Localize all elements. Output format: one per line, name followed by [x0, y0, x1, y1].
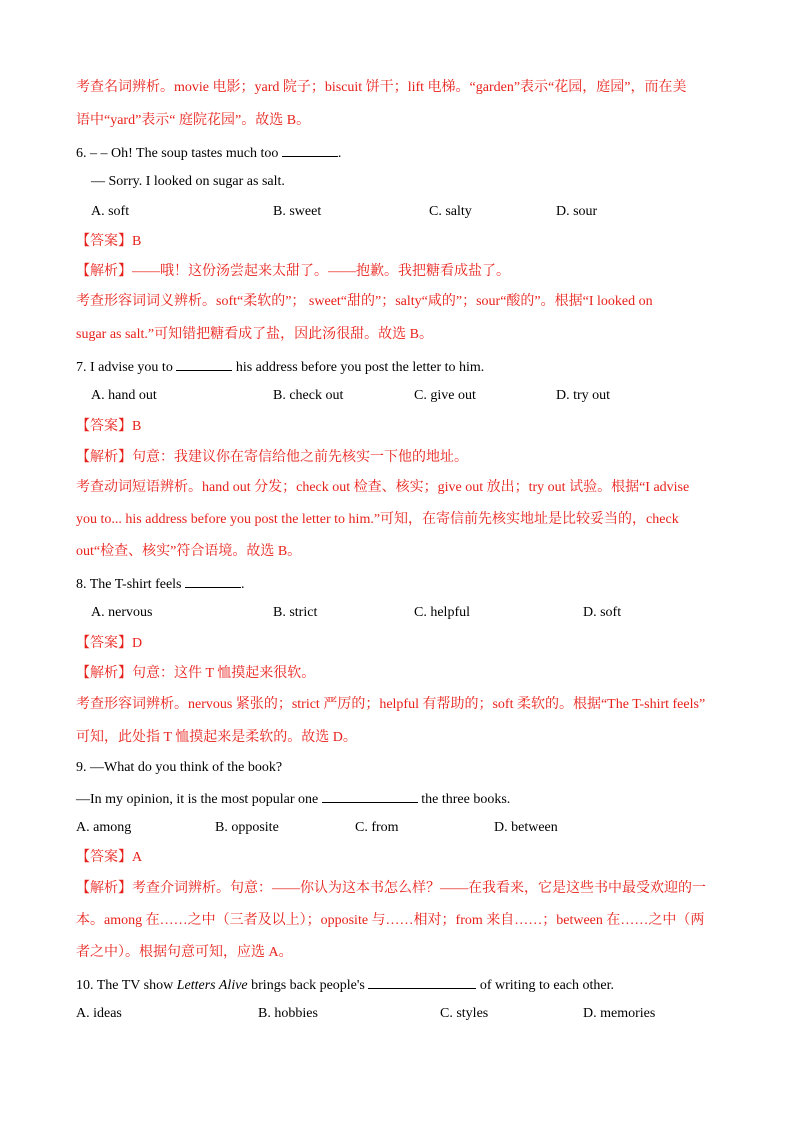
q10-option-b: B. hobbies: [258, 1006, 318, 1021]
q8-option-c: C. helpful: [414, 605, 470, 620]
q6-option-d: D. sour: [556, 204, 598, 219]
q6-option-a: A. soft: [91, 204, 130, 219]
q8-option-b: B. strict: [273, 605, 318, 620]
q10-stem-end: of writing to each other.: [476, 978, 614, 993]
q7-analysis-line3: you to... his address before you post the letter to him.”可知，在寄信前先核实地址是比较妥当的，check: [76, 512, 679, 527]
q7-stem: [76, 356, 484, 378]
q7-answer: 【答案】B: [76, 419, 142, 434]
q7-option-d: D. try out: [556, 388, 611, 403]
q9-reply-text: —In my opinion, it is the most popular one: [76, 792, 322, 807]
q8-blank: [185, 573, 241, 588]
q8-stem-text: 8. The T-shirt feels: [76, 577, 186, 592]
q6-blank: [282, 142, 338, 157]
q10-show-title: Letters Alive: [176, 978, 248, 993]
q6-option-c: C. salty: [429, 204, 472, 219]
q7-option-a: A. hand out: [91, 388, 157, 403]
q9-option-c: C. from: [355, 820, 399, 835]
q6-answer: 【答案】B: [76, 234, 142, 249]
q7-option-c: C. give out: [414, 388, 476, 403]
q6-stem-text: 6. – – Oh! The soup tastes much too: [76, 146, 282, 161]
q6-stem-end: .: [337, 146, 342, 161]
q6-analysis-line3: sugar as salt.”可知错把糖看成了盐，因此汤很甜。故选 B。: [76, 327, 433, 342]
q10-blank: [368, 974, 476, 989]
q7-blank: [176, 356, 232, 371]
q9-option-a: A. among: [76, 820, 132, 835]
q9-answer: 【答案】A: [76, 850, 143, 865]
q9-option-b: B. opposite: [215, 820, 279, 835]
q5-analysis-line1: 考查名词辨析。movie 电影；yard 院子；biscuit 饼干；lift 电梯。“garden”表示“花园，庭园”，而在美: [76, 80, 687, 95]
q8-analysis-line1: 【解析】句意：这件 T 恤摸起来很软。: [76, 666, 316, 681]
q7-stem-end: his address before you post the letter to him.: [232, 360, 485, 375]
q8-answer: 【答案】D: [76, 636, 143, 651]
q10-option-d: D. memories: [583, 1006, 656, 1021]
q6-stem: [76, 142, 341, 164]
q8-stem: [76, 573, 245, 595]
q9-analysis-line3: 者之中）。根据句意可知，应选 A。: [76, 945, 293, 960]
q9-analysis-line2: 本。among 在……之中（三者及以上）；opposite 与……相对；from 来自……；between 在……之中（两: [76, 913, 705, 928]
q9-stem: 9. —What do you think of the book?: [76, 760, 283, 775]
q8-option-a: A. nervous: [91, 605, 153, 620]
q7-stem-text: 7. I advise you to: [76, 360, 177, 375]
q7-analysis-line4: out“检查、核实”符合语境。故选 B。: [76, 544, 302, 559]
q10-option-a: A. ideas: [76, 1006, 122, 1021]
q9-option-d: D. between: [494, 820, 558, 835]
q10-stem: [76, 974, 614, 996]
q7-analysis-line2: 考查动词短语辨析。hand out 分发；check out 检查、核实；give out 放出；try out 试验。根据“I advise: [76, 480, 690, 495]
q8-analysis-line3: 可知，此处指 T 恤摸起来是柔软的。故选 D。: [76, 730, 357, 745]
q9-reply: [76, 788, 510, 810]
q7-analysis-line1: 【解析】句意：我建议你在寄信给他之前先核实一下他的地址。: [76, 450, 468, 465]
q6-analysis-line1: 【解析】——哦！这份汤尝起来太甜了。——抱歉。我把糖看成盐了。: [76, 264, 510, 279]
q10-option-c: C. styles: [440, 1006, 489, 1021]
q10-stem-text: 10. The TV show: [76, 978, 177, 993]
q6-analysis-line2: 考查形容词词义辨析。soft“柔软的”； sweet“甜的”；salty“咸的”；sour“酸的”。根据“I looked on: [76, 294, 653, 309]
q7-option-b: B. check out: [273, 388, 344, 403]
q6-option-b: B. sweet: [273, 204, 322, 219]
q9-analysis-line1: 【解析】考查介词辨析。句意：——你认为这本书怎么样？——在我看来，它是这些书中最受欢迎的一: [76, 881, 706, 896]
q8-analysis-line2: 考查形容词辨析。nervous 紧张的；strict 严厉的；helpful 有帮助的；soft 柔软的。根据“The T-shirt feels”: [76, 697, 706, 712]
q9-blank: [322, 788, 418, 803]
q5-analysis-line2: 语中“yard”表示“ 庭院花园”。故选 B。: [76, 113, 311, 128]
q10-stem-mid: brings back people's: [247, 978, 369, 993]
q8-option-d: D. soft: [583, 605, 622, 620]
q6-reply: — Sorry. I looked on sugar as salt.: [91, 174, 285, 189]
q9-reply-end: the three books.: [417, 792, 511, 807]
q8-stem-end: .: [241, 577, 245, 592]
